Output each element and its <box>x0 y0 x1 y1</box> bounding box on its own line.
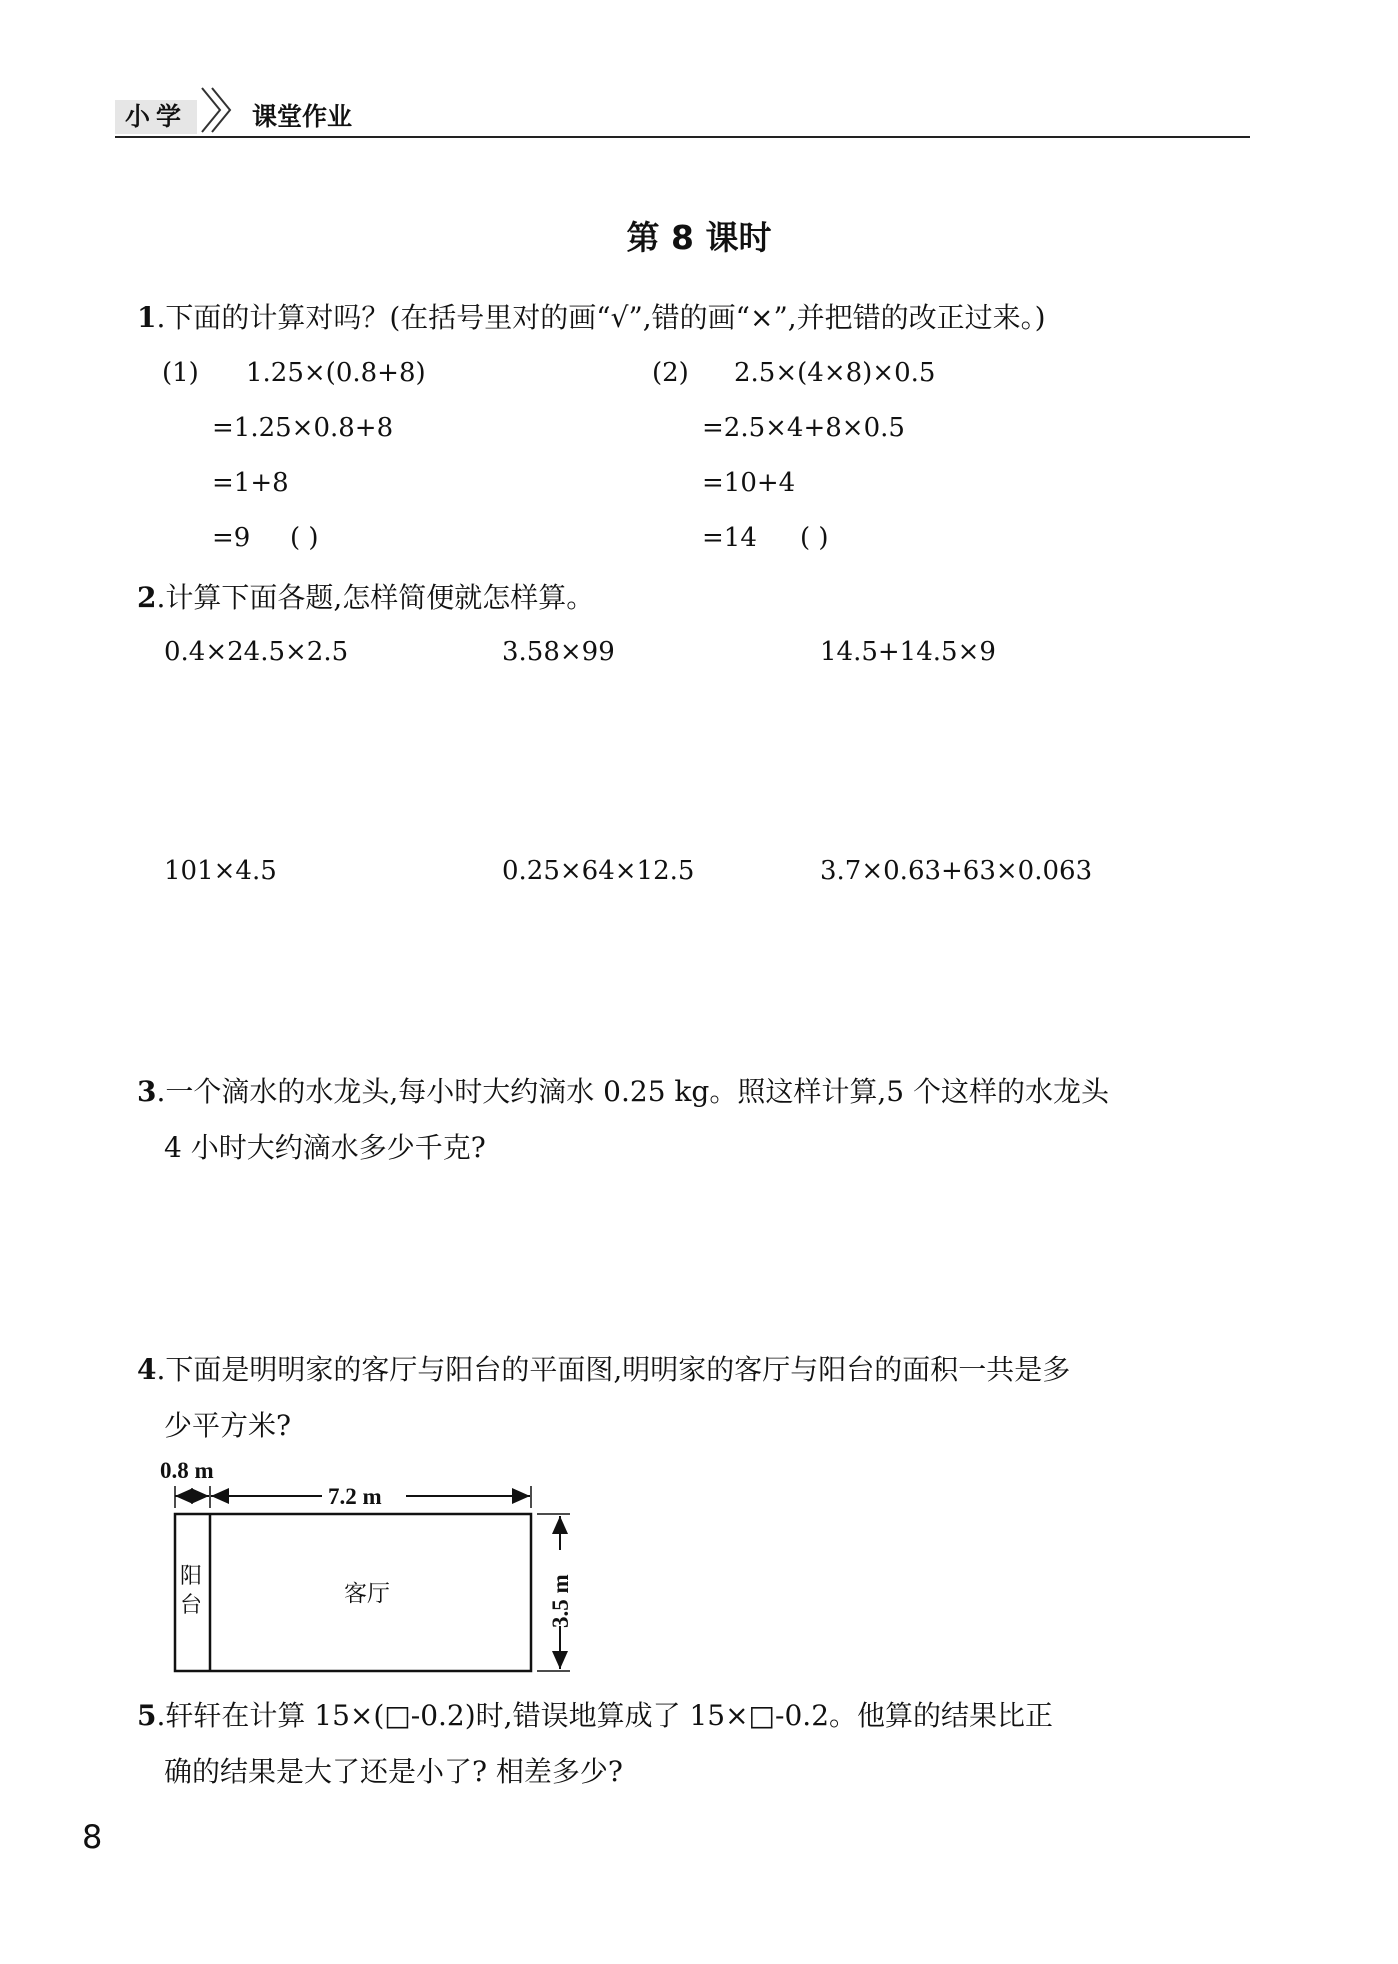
header-rule <box>115 136 1250 138</box>
q2-expr-2: 3.58×99 <box>502 637 615 667</box>
header-level-badge: 小学 <box>115 100 197 134</box>
q1-left-expression: 1.25×(0.8+8) <box>246 358 426 388</box>
q1-right-step-1: =2.5×4+8×0.5 <box>702 413 905 443</box>
q2-expr-1: 0.4×24.5×2.5 <box>164 637 349 667</box>
page-number: 8 <box>82 1818 103 1856</box>
question-4-line-1: .下面是明明家的客厅与阳台的平面图,明明家的客厅与阳台的面积一共是多 <box>156 1353 1071 1386</box>
q1-left-step-2: =1+8 <box>212 468 289 498</box>
floor-plan-figure <box>150 1456 590 1686</box>
q1-right-answer-paren[interactable]: ( ) <box>800 523 829 553</box>
question-3-line-1: .一个滴水的水龙头,每小时大约滴水 0.25 kg。照这样计算,5 个这样的水龙头 <box>156 1075 1109 1108</box>
question-1-prompt <box>137 298 1046 338</box>
question-3-number: 3 <box>137 1075 157 1108</box>
question-4-number: 4 <box>137 1353 157 1386</box>
question-2-number: 2 <box>137 581 157 614</box>
question-2-text: .计算下面各题,怎样简便就怎样算。 <box>156 581 595 614</box>
q2-expr-6: 3.7×0.63+63×0.063 <box>820 856 1093 886</box>
q1-right-step-2: =10+4 <box>702 468 796 498</box>
question-1-number: 1 <box>137 301 157 334</box>
question-4-line-2: 少平方米? <box>164 1409 292 1442</box>
q2-expr-4: 101×4.5 <box>164 856 277 886</box>
q1-right-step-3: =14 <box>702 523 757 553</box>
living-room-label: 客厅 <box>344 1581 390 1607</box>
question-3-line-2: 4 小时大约滴水多少千克? <box>164 1131 486 1164</box>
q1-left-answer-paren[interactable]: ( ) <box>290 523 319 553</box>
header-series-title: 课堂作业 <box>252 102 353 131</box>
q1-left-label: (1) <box>162 358 199 388</box>
balcony-label-bottom: 台 <box>180 1593 203 1618</box>
question-5-prompt <box>137 1696 1053 1736</box>
q1-left-step-3: =9 <box>212 523 251 553</box>
question-2-prompt <box>137 578 594 618</box>
balcony-label-top: 阳 <box>180 1564 203 1589</box>
question-5-line-2: 确的结果是大了还是小了? 相差多少? <box>164 1755 623 1788</box>
balcony-width-label: 0.8 m <box>160 1458 214 1483</box>
q1-left-step-1: =1.25×0.8+8 <box>212 413 394 443</box>
lesson-title: 第 8 课时 <box>626 218 772 257</box>
q1-right-expression: 2.5×(4×8)×0.5 <box>734 358 936 388</box>
q2-expr-5: 0.25×64×12.5 <box>502 856 695 886</box>
height-label: 3.5 m <box>548 1574 573 1628</box>
q2-expr-3: 14.5+14.5×9 <box>820 637 996 667</box>
question-4-prompt <box>137 1350 1070 1390</box>
living-width-label: 7.2 m <box>328 1484 382 1509</box>
question-5-line-1: .轩轩在计算 15×(□-0.2)时,错误地算成了 15×□-0.2。他算的结果比正 <box>156 1699 1054 1732</box>
question-3-prompt <box>137 1072 1109 1112</box>
q1-right-label: (2) <box>652 358 689 388</box>
question-1-text: .下面的计算对吗？(在括号里对的画“√”,错的画“×”,并把错的改正过来。) <box>156 301 1046 334</box>
question-5-number: 5 <box>137 1699 157 1732</box>
double-chevron-icon <box>198 84 240 136</box>
